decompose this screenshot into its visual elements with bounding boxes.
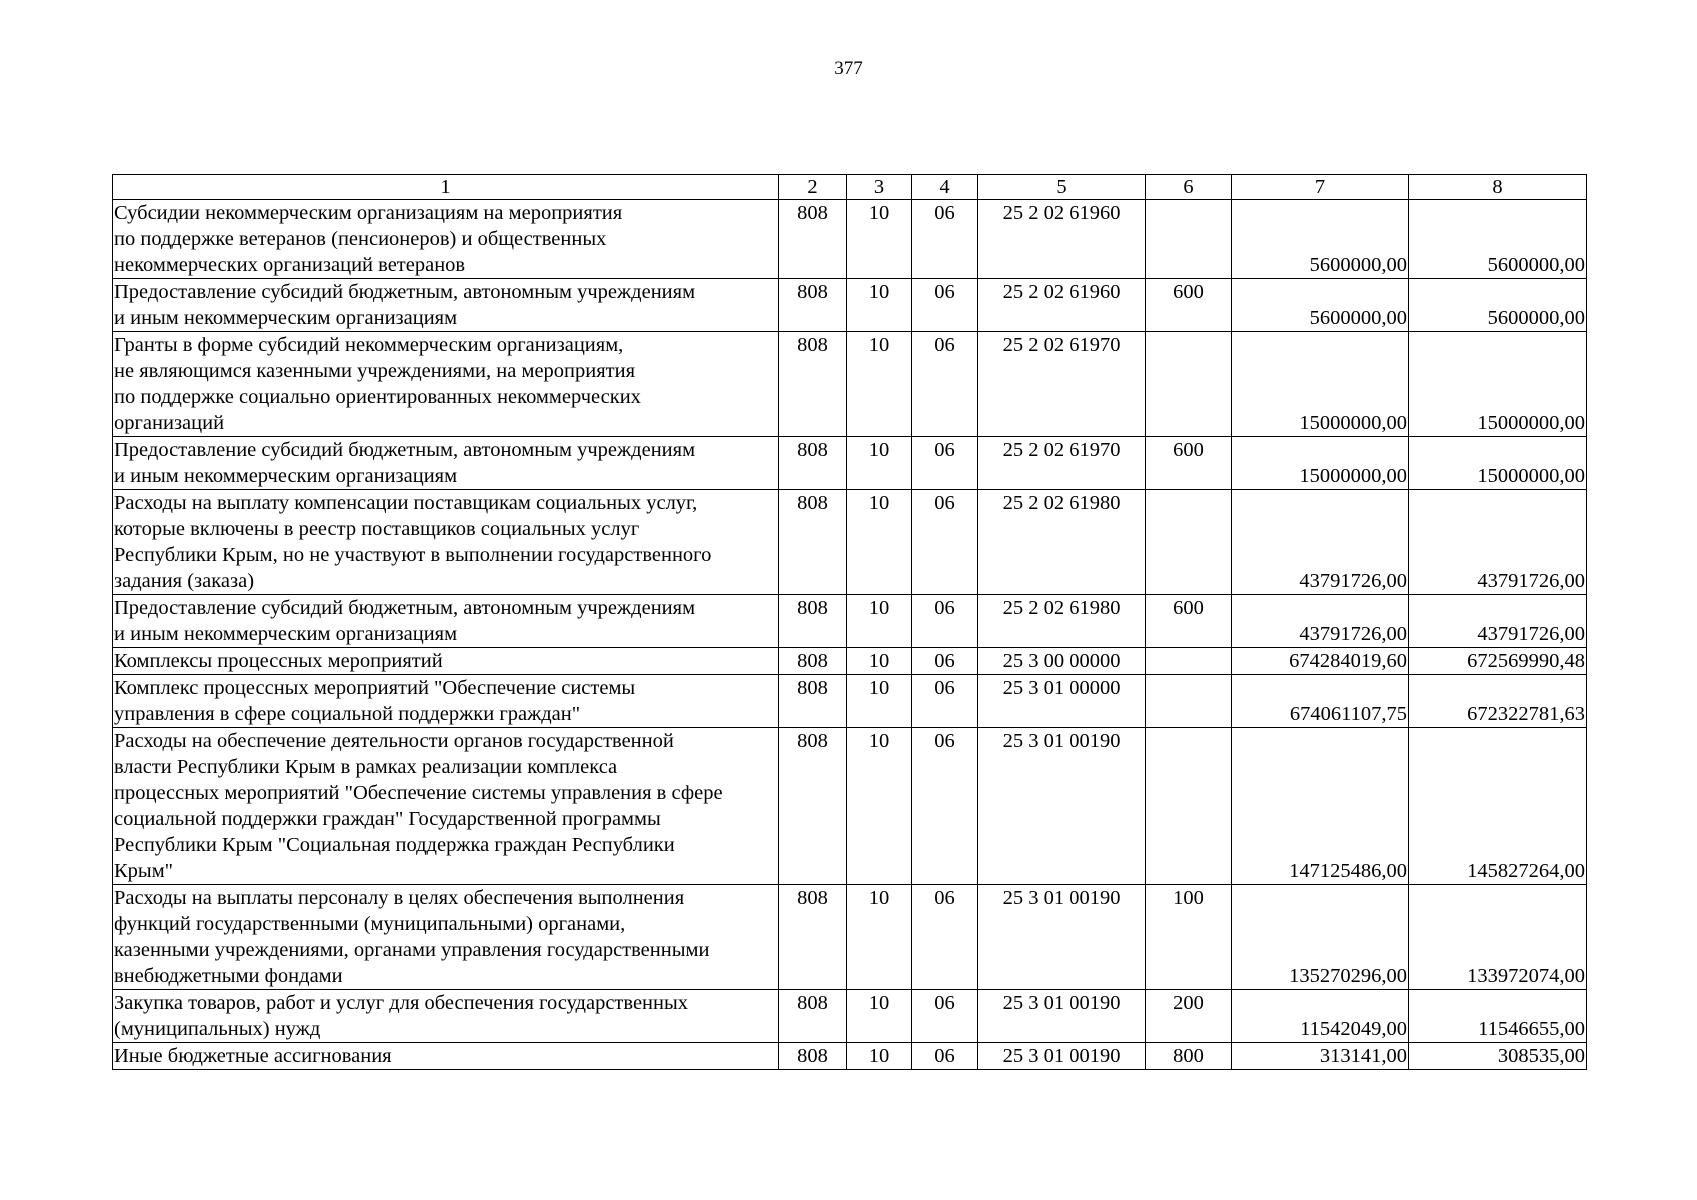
amount-year-2-cell: 11546655,00 bbox=[1409, 990, 1587, 1043]
table-row bbox=[113, 332, 1587, 437]
expense-type-cell: 600 bbox=[1146, 595, 1232, 648]
row-name-cell: Комплексы процессных мероприятий bbox=[113, 648, 779, 675]
row-name-cell: Закупка товаров, работ и услуг для обеспечения государственных (муниципальных) нужд bbox=[113, 990, 779, 1043]
table-row bbox=[113, 990, 1587, 1043]
admin-code-cell: 808 bbox=[779, 728, 847, 885]
amount-year-1-cell: 313141,00 bbox=[1232, 1043, 1409, 1070]
expense-type-cell: 200 bbox=[1146, 990, 1232, 1043]
subsection-code-cell: 06 bbox=[912, 728, 978, 885]
amount-year-2-cell: 43791726,00 bbox=[1409, 595, 1587, 648]
subsection-code-cell: 06 bbox=[912, 675, 978, 728]
page-number: 377 bbox=[834, 58, 863, 79]
amount-year-2-cell: 672569990,48 bbox=[1409, 648, 1587, 675]
section-code-cell: 10 bbox=[847, 200, 912, 279]
row-name-cell: Предоставление субсидий бюджетным, автономным учреждениям и иным некоммерческим организациям bbox=[113, 279, 779, 332]
subsection-code-cell: 06 bbox=[912, 1043, 978, 1070]
row-name-cell: Гранты в форме субсидий некоммерческим организациям, не являющимся казенными учреждениями, на мероприятия по поддержке социально ориентированных некоммерческих организаций bbox=[113, 332, 779, 437]
subsection-code-cell: 06 bbox=[912, 490, 978, 595]
admin-code-cell: 808 bbox=[779, 990, 847, 1043]
amount-year-1-cell: 43791726,00 bbox=[1232, 490, 1409, 595]
amount-year-2-cell: 15000000,00 bbox=[1409, 332, 1587, 437]
column-header-4: 4 bbox=[912, 175, 978, 200]
target-article-cell: 25 2 02 61960 bbox=[978, 279, 1146, 332]
amount-year-1-cell: 147125486,00 bbox=[1232, 728, 1409, 885]
admin-code-cell: 808 bbox=[779, 885, 847, 990]
target-article-cell: 25 3 01 00000 bbox=[978, 675, 1146, 728]
expense-type-cell bbox=[1146, 728, 1232, 885]
subsection-code-cell: 06 bbox=[912, 437, 978, 490]
amount-year-1-cell: 674061107,75 bbox=[1232, 675, 1409, 728]
amount-year-1-cell: 43791726,00 bbox=[1232, 595, 1409, 648]
amount-year-2-cell: 133972074,00 bbox=[1409, 885, 1587, 990]
subsection-code-cell: 06 bbox=[912, 332, 978, 437]
subsection-code-cell: 06 bbox=[912, 595, 978, 648]
subsection-code-cell: 06 bbox=[912, 885, 978, 990]
amount-year-1-cell: 15000000,00 bbox=[1232, 332, 1409, 437]
target-article-cell: 25 2 02 61960 bbox=[978, 200, 1146, 279]
target-article-cell: 25 2 02 61970 bbox=[978, 437, 1146, 490]
row-name-cell: Субсидии некоммерческим организациям на мероприятия по поддержке ветеранов (пенсионеров) и общественных некоммерческих организаций ветеранов bbox=[113, 200, 779, 279]
section-code-cell: 10 bbox=[847, 990, 912, 1043]
target-article-cell: 25 2 02 61980 bbox=[978, 595, 1146, 648]
section-code-cell: 10 bbox=[847, 728, 912, 885]
expense-type-cell bbox=[1146, 490, 1232, 595]
admin-code-cell: 808 bbox=[779, 648, 847, 675]
subsection-code-cell: 06 bbox=[912, 648, 978, 675]
expense-type-cell: 600 bbox=[1146, 437, 1232, 490]
amount-year-1-cell: 135270296,00 bbox=[1232, 885, 1409, 990]
admin-code-cell: 808 bbox=[779, 437, 847, 490]
table-row bbox=[113, 279, 1587, 332]
section-code-cell: 10 bbox=[847, 1043, 912, 1070]
table-row bbox=[113, 595, 1587, 648]
section-code-cell: 10 bbox=[847, 279, 912, 332]
amount-year-1-cell: 11542049,00 bbox=[1232, 990, 1409, 1043]
target-article-cell: 25 3 01 00190 bbox=[978, 728, 1146, 885]
admin-code-cell: 808 bbox=[779, 675, 847, 728]
budget-table bbox=[112, 174, 1587, 1070]
target-article-cell: 25 3 01 00190 bbox=[978, 990, 1146, 1043]
amount-year-2-cell: 15000000,00 bbox=[1409, 437, 1587, 490]
target-article-cell: 25 3 00 00000 bbox=[978, 648, 1146, 675]
admin-code-cell: 808 bbox=[779, 595, 847, 648]
table-row bbox=[113, 1043, 1587, 1070]
subsection-code-cell: 06 bbox=[912, 279, 978, 332]
subsection-code-cell: 06 bbox=[912, 990, 978, 1043]
header-row bbox=[113, 175, 1587, 200]
expense-type-cell: 600 bbox=[1146, 279, 1232, 332]
amount-year-2-cell: 308535,00 bbox=[1409, 1043, 1587, 1070]
expense-type-cell: 800 bbox=[1146, 1043, 1232, 1070]
admin-code-cell: 808 bbox=[779, 279, 847, 332]
section-code-cell: 10 bbox=[847, 332, 912, 437]
column-header-1: 1 bbox=[113, 175, 779, 200]
column-header-3: 3 bbox=[847, 175, 912, 200]
row-name-cell: Иные бюджетные ассигнования bbox=[113, 1043, 779, 1070]
table-row bbox=[113, 648, 1587, 675]
expense-type-cell bbox=[1146, 675, 1232, 728]
row-name-cell: Комплекс процессных мероприятий "Обеспечение системы управления в сфере социальной поддержки граждан" bbox=[113, 675, 779, 728]
table-body bbox=[113, 200, 1587, 1070]
table-row bbox=[113, 490, 1587, 595]
table-header bbox=[113, 175, 1587, 200]
column-header-2: 2 bbox=[779, 175, 847, 200]
row-name-cell: Расходы на выплату компенсации поставщикам социальных услуг, которые включены в реестр поставщиков социальных услуг Республики Крым, но не участвуют в выполнении государственного задания (заказа) bbox=[113, 490, 779, 595]
row-name-cell: Расходы на обеспечение деятельности органов государственной власти Республики Крым в рамках реализации комплекса процессных мероприятий "Обеспечение системы управления в сфере социальной поддержки граждан" Государственной программы Республики Крым "Социальная поддержка граждан Республики Крым" bbox=[113, 728, 779, 885]
column-header-7: 7 bbox=[1232, 175, 1409, 200]
table-row bbox=[113, 437, 1587, 490]
admin-code-cell: 808 bbox=[779, 490, 847, 595]
section-code-cell: 10 bbox=[847, 675, 912, 728]
section-code-cell: 10 bbox=[847, 490, 912, 595]
expense-type-cell bbox=[1146, 332, 1232, 437]
admin-code-cell: 808 bbox=[779, 200, 847, 279]
section-code-cell: 10 bbox=[847, 437, 912, 490]
table-row bbox=[113, 728, 1587, 885]
target-article-cell: 25 2 02 61980 bbox=[978, 490, 1146, 595]
row-name-cell: Предоставление субсидий бюджетным, автономным учреждениям и иным некоммерческим организациям bbox=[113, 595, 779, 648]
admin-code-cell: 808 bbox=[779, 1043, 847, 1070]
row-name-cell: Предоставление субсидий бюджетным, автономным учреждениям и иным некоммерческим организациям bbox=[113, 437, 779, 490]
amount-year-2-cell: 5600000,00 bbox=[1409, 200, 1587, 279]
expense-type-cell: 100 bbox=[1146, 885, 1232, 990]
amount-year-1-cell: 674284019,60 bbox=[1232, 648, 1409, 675]
amount-year-1-cell: 5600000,00 bbox=[1232, 279, 1409, 332]
column-header-6: 6 bbox=[1146, 175, 1232, 200]
column-header-8: 8 bbox=[1409, 175, 1587, 200]
amount-year-2-cell: 145827264,00 bbox=[1409, 728, 1587, 885]
table-row bbox=[113, 885, 1587, 990]
table-row bbox=[113, 200, 1587, 279]
admin-code-cell: 808 bbox=[779, 332, 847, 437]
amount-year-2-cell: 43791726,00 bbox=[1409, 490, 1587, 595]
subsection-code-cell: 06 bbox=[912, 200, 978, 279]
target-article-cell: 25 2 02 61970 bbox=[978, 332, 1146, 437]
row-name-cell: Расходы на выплаты персоналу в целях обеспечения выполнения функций государственными (муниципальными) органами, казенными учреждениями, органами управления государственными внебюджетными фондами bbox=[113, 885, 779, 990]
amount-year-1-cell: 5600000,00 bbox=[1232, 200, 1409, 279]
column-header-5: 5 bbox=[978, 175, 1146, 200]
target-article-cell: 25 3 01 00190 bbox=[978, 1043, 1146, 1070]
table-row bbox=[113, 675, 1587, 728]
expense-type-cell bbox=[1146, 648, 1232, 675]
section-code-cell: 10 bbox=[847, 648, 912, 675]
amount-year-2-cell: 5600000,00 bbox=[1409, 279, 1587, 332]
section-code-cell: 10 bbox=[847, 595, 912, 648]
amount-year-2-cell: 672322781,63 bbox=[1409, 675, 1587, 728]
section-code-cell: 10 bbox=[847, 885, 912, 990]
amount-year-1-cell: 15000000,00 bbox=[1232, 437, 1409, 490]
target-article-cell: 25 3 01 00190 bbox=[978, 885, 1146, 990]
expense-type-cell bbox=[1146, 200, 1232, 279]
